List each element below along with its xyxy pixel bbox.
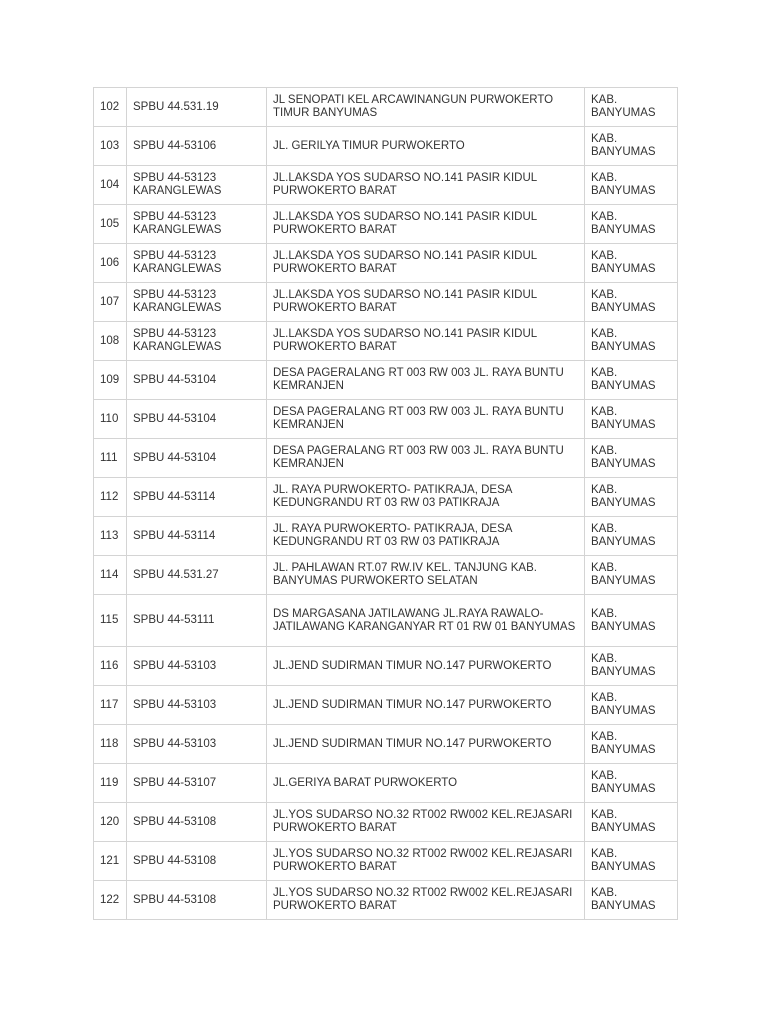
spbu-region: KAB. BANYUMAS xyxy=(585,205,678,244)
row-number: 112 xyxy=(94,478,127,517)
row-number: 119 xyxy=(94,764,127,803)
table-row xyxy=(94,803,678,842)
spbu-address: JL.YOS SUDARSO NO.32 RT002 RW002 KEL.REJASARI PURWOKERTO BARAT xyxy=(267,842,585,881)
spbu-region: KAB. BANYUMAS xyxy=(585,725,678,764)
table-row xyxy=(94,647,678,686)
spbu-region: KAB. BANYUMAS xyxy=(585,361,678,400)
spbu-region: KAB. BANYUMAS xyxy=(585,439,678,478)
spbu-address: JL. RAYA PURWOKERTO- PATIKRAJA, DESA KEDUNGRANDU RT 03 RW 03 PATIKRAJA xyxy=(267,478,585,517)
table-row xyxy=(94,361,678,400)
spbu-region: KAB. BANYUMAS xyxy=(585,647,678,686)
spbu-address: JL.YOS SUDARSO NO.32 RT002 RW002 KEL.REJASARI PURWOKERTO BARAT xyxy=(267,881,585,920)
spbu-name: SPBU 44-53108 xyxy=(127,803,267,842)
row-number: 107 xyxy=(94,283,127,322)
spbu-name: SPBU 44-53114 xyxy=(127,517,267,556)
row-number: 104 xyxy=(94,166,127,205)
spbu-address: JL.GERIYA BARAT PURWOKERTO xyxy=(267,764,585,803)
row-number: 115 xyxy=(94,595,127,647)
spbu-region: KAB. BANYUMAS xyxy=(585,88,678,127)
spbu-address: JL.LAKSDA YOS SUDARSO NO.141 PASIR KIDUL PURWOKERTO BARAT xyxy=(267,322,585,361)
spbu-region: KAB. BANYUMAS xyxy=(585,803,678,842)
spbu-name: SPBU 44-53103 xyxy=(127,686,267,725)
row-number: 122 xyxy=(94,881,127,920)
table-row xyxy=(94,517,678,556)
table-row xyxy=(94,205,678,244)
spbu-region: KAB. BANYUMAS xyxy=(585,842,678,881)
table-row xyxy=(94,842,678,881)
table-row xyxy=(94,166,678,205)
table-row xyxy=(94,595,678,647)
spbu-name: SPBU 44-53104 xyxy=(127,361,267,400)
spbu-address: JL.YOS SUDARSO NO.32 RT002 RW002 KEL.REJASARI PURWOKERTO BARAT xyxy=(267,803,585,842)
spbu-address: JL. GERILYA TIMUR PURWOKERTO xyxy=(267,127,585,166)
spbu-address: JL.LAKSDA YOS SUDARSO NO.141 PASIR KIDUL PURWOKERTO BARAT xyxy=(267,205,585,244)
row-number: 102 xyxy=(94,88,127,127)
row-number: 111 xyxy=(94,439,127,478)
table-row xyxy=(94,127,678,166)
spbu-name: SPBU 44-53123 KARANGLEWAS xyxy=(127,205,267,244)
spbu-address: JL.LAKSDA YOS SUDARSO NO.141 PASIR KIDUL PURWOKERTO BARAT xyxy=(267,244,585,283)
spbu-name: SPBU 44-53103 xyxy=(127,647,267,686)
spbu-name: SPBU 44-53103 xyxy=(127,725,267,764)
row-number: 116 xyxy=(94,647,127,686)
spbu-address: JL.LAKSDA YOS SUDARSO NO.141 PASIR KIDUL PURWOKERTO BARAT xyxy=(267,166,585,205)
row-number: 118 xyxy=(94,725,127,764)
row-number: 109 xyxy=(94,361,127,400)
spbu-region: KAB. BANYUMAS xyxy=(585,517,678,556)
spbu-name: SPBU 44-53123 KARANGLEWAS xyxy=(127,244,267,283)
table-row xyxy=(94,283,678,322)
spbu-name: SPBU 44-53123 KARANGLEWAS xyxy=(127,166,267,205)
table-row xyxy=(94,725,678,764)
spbu-name: SPBU 44-53107 xyxy=(127,764,267,803)
table-row xyxy=(94,88,678,127)
table-row xyxy=(94,556,678,595)
table-row xyxy=(94,322,678,361)
row-number: 117 xyxy=(94,686,127,725)
row-number: 113 xyxy=(94,517,127,556)
spbu-region: KAB. BANYUMAS xyxy=(585,166,678,205)
spbu-name: SPBU 44-53104 xyxy=(127,400,267,439)
spbu-address: JL.LAKSDA YOS SUDARSO NO.141 PASIR KIDUL PURWOKERTO BARAT xyxy=(267,283,585,322)
spbu-name: SPBU 44-53123 KARANGLEWAS xyxy=(127,283,267,322)
spbu-name: SPBU 44-53104 xyxy=(127,439,267,478)
table-row xyxy=(94,439,678,478)
spbu-address: JL.JEND SUDIRMAN TIMUR NO.147 PURWOKERTO xyxy=(267,647,585,686)
spbu-address: JL.JEND SUDIRMAN TIMUR NO.147 PURWOKERTO xyxy=(267,686,585,725)
table-row xyxy=(94,478,678,517)
row-number: 106 xyxy=(94,244,127,283)
spbu-region: KAB. BANYUMAS xyxy=(585,686,678,725)
spbu-name: SPBU 44-53123 KARANGLEWAS xyxy=(127,322,267,361)
table-row xyxy=(94,764,678,803)
row-number: 103 xyxy=(94,127,127,166)
spbu-region: KAB. BANYUMAS xyxy=(585,764,678,803)
row-number: 121 xyxy=(94,842,127,881)
table-row xyxy=(94,400,678,439)
spbu-address: JL. RAYA PURWOKERTO- PATIKRAJA, DESA KEDUNGRANDU RT 03 RW 03 PATIKRAJA xyxy=(267,517,585,556)
spbu-table-body xyxy=(94,88,678,920)
spbu-region: KAB. BANYUMAS xyxy=(585,881,678,920)
row-number: 108 xyxy=(94,322,127,361)
spbu-region: KAB. BANYUMAS xyxy=(585,283,678,322)
row-number: 120 xyxy=(94,803,127,842)
spbu-region: KAB. BANYUMAS xyxy=(585,595,678,647)
spbu-name: SPBU 44-53108 xyxy=(127,881,267,920)
spbu-address: DS MARGASANA JATILAWANG JL.RAYA RAWALO-JATILAWANG KARANGANYAR RT 01 RW 01 BANYUMAS xyxy=(267,595,585,647)
spbu-region: KAB. BANYUMAS xyxy=(585,556,678,595)
spbu-address: DESA PAGERALANG RT 003 RW 003 JL. RAYA BUNTU KEMRANJEN xyxy=(267,439,585,478)
spbu-name: SPBU 44-53106 xyxy=(127,127,267,166)
table-row xyxy=(94,686,678,725)
spbu-region: KAB. BANYUMAS xyxy=(585,322,678,361)
spbu-name: SPBU 44.531.19 xyxy=(127,88,267,127)
spbu-name: SPBU 44-53108 xyxy=(127,842,267,881)
spbu-name: SPBU 44-53114 xyxy=(127,478,267,517)
spbu-region: KAB. BANYUMAS xyxy=(585,244,678,283)
row-number: 110 xyxy=(94,400,127,439)
row-number: 105 xyxy=(94,205,127,244)
table-row xyxy=(94,244,678,283)
spbu-address: DESA PAGERALANG RT 003 RW 003 JL. RAYA BUNTU KEMRANJEN xyxy=(267,400,585,439)
spbu-address: JL. PAHLAWAN RT.07 RW.IV KEL. TANJUNG KAB. BANYUMAS PURWOKERTO SELATAN xyxy=(267,556,585,595)
document-page xyxy=(93,87,676,920)
spbu-address: DESA PAGERALANG RT 003 RW 003 JL. RAYA BUNTU KEMRANJEN xyxy=(267,361,585,400)
spbu-address: JL SENOPATI KEL ARCAWINANGUN PURWOKERTO TIMUR BANYUMAS xyxy=(267,88,585,127)
spbu-region: KAB. BANYUMAS xyxy=(585,478,678,517)
spbu-region: KAB. BANYUMAS xyxy=(585,400,678,439)
spbu-table xyxy=(93,87,678,920)
spbu-name: SPBU 44-53111 xyxy=(127,595,267,647)
spbu-name: SPBU 44.531.27 xyxy=(127,556,267,595)
row-number: 114 xyxy=(94,556,127,595)
spbu-region: KAB. BANYUMAS xyxy=(585,127,678,166)
spbu-address: JL.JEND SUDIRMAN TIMUR NO.147 PURWOKERTO xyxy=(267,725,585,764)
table-row xyxy=(94,881,678,920)
